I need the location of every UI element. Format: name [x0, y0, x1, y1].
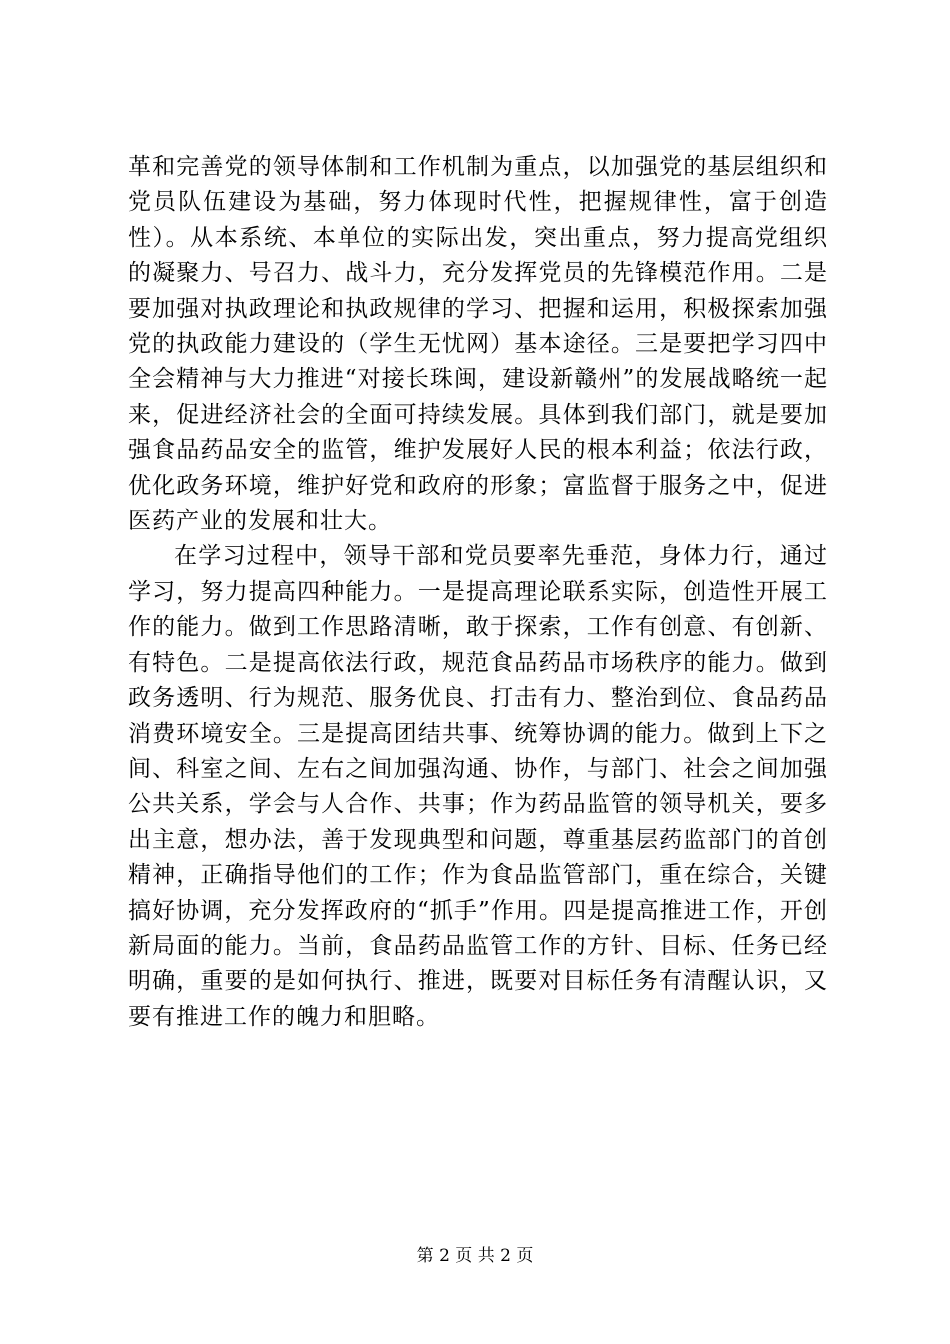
paragraph-1: 革和完善党的领导体制和工作机制为重点，以加强党的基层组织和党员队伍建设为基础，努力体现时代性，把握规律性，富于创造性）。从本系统、本单位的实际出发，突出重点，努力提高党组织的凝聚力、号召力、战斗力，充分发挥党员的先锋模范作用。二是要加强对执政理论和执政规律的学习、把握和运用，积极探索加强党的执政能力建设的（学生无忧网）基本途径。三是要把学习四中全会精神与大力推进“对接长珠闽，建设新赣州”的发展战略统一起来，促进经济社会的全面可持续发展。具体到我们部门，就是要加强食品药品安全的监管，维护发展好人民的根本利益；依法行政，优化政务环境，维护好党和政府的形象；富监督于服务之中，促进医药产业的发展和壮大。 — [128, 154, 828, 535]
page-number-label: 第 2 页 共 2 页 — [416, 1246, 534, 1266]
page-footer — [0, 1245, 950, 1267]
document-body — [128, 150, 828, 1035]
paragraph-2: 在学习过程中，领导干部和党员要率先垂范，身体力行，通过学习，努力提高四种能力。一是提高理论联系实际，创造性开展工作的能力。做到工作思路清晰，敢于探索，工作有创意、有创新、有特色。二是提高依法行政，规范食品药品市场秩序的能力。做到政务透明、行为规范、服务优良、打击有力、整治到位、食品药品消费环境安全。三是提高团结共事、统筹协调的能力。做到上下之间、科室之间、左右之间加强沟通、协作，与部门、社会之间加强公共关系，学会与人合作、共事；作为药品监管的领导机关，要多出主意，想办法，善于发现典型和问题，尊重基层药监部门的首创精神，正确指导他们的工作；作为食品监管部门，重在综合，关键搞好协调，充分发挥政府的“抓手”作用。四是提高推进工作，开创新局面的能力。当前，食品药品监管工作的方针、目标、任务已经明确，重要的是如何执行、推进，既要对目标任务有清醒认识，又要有推进工作的魄力和胆略。 — [128, 543, 828, 1030]
